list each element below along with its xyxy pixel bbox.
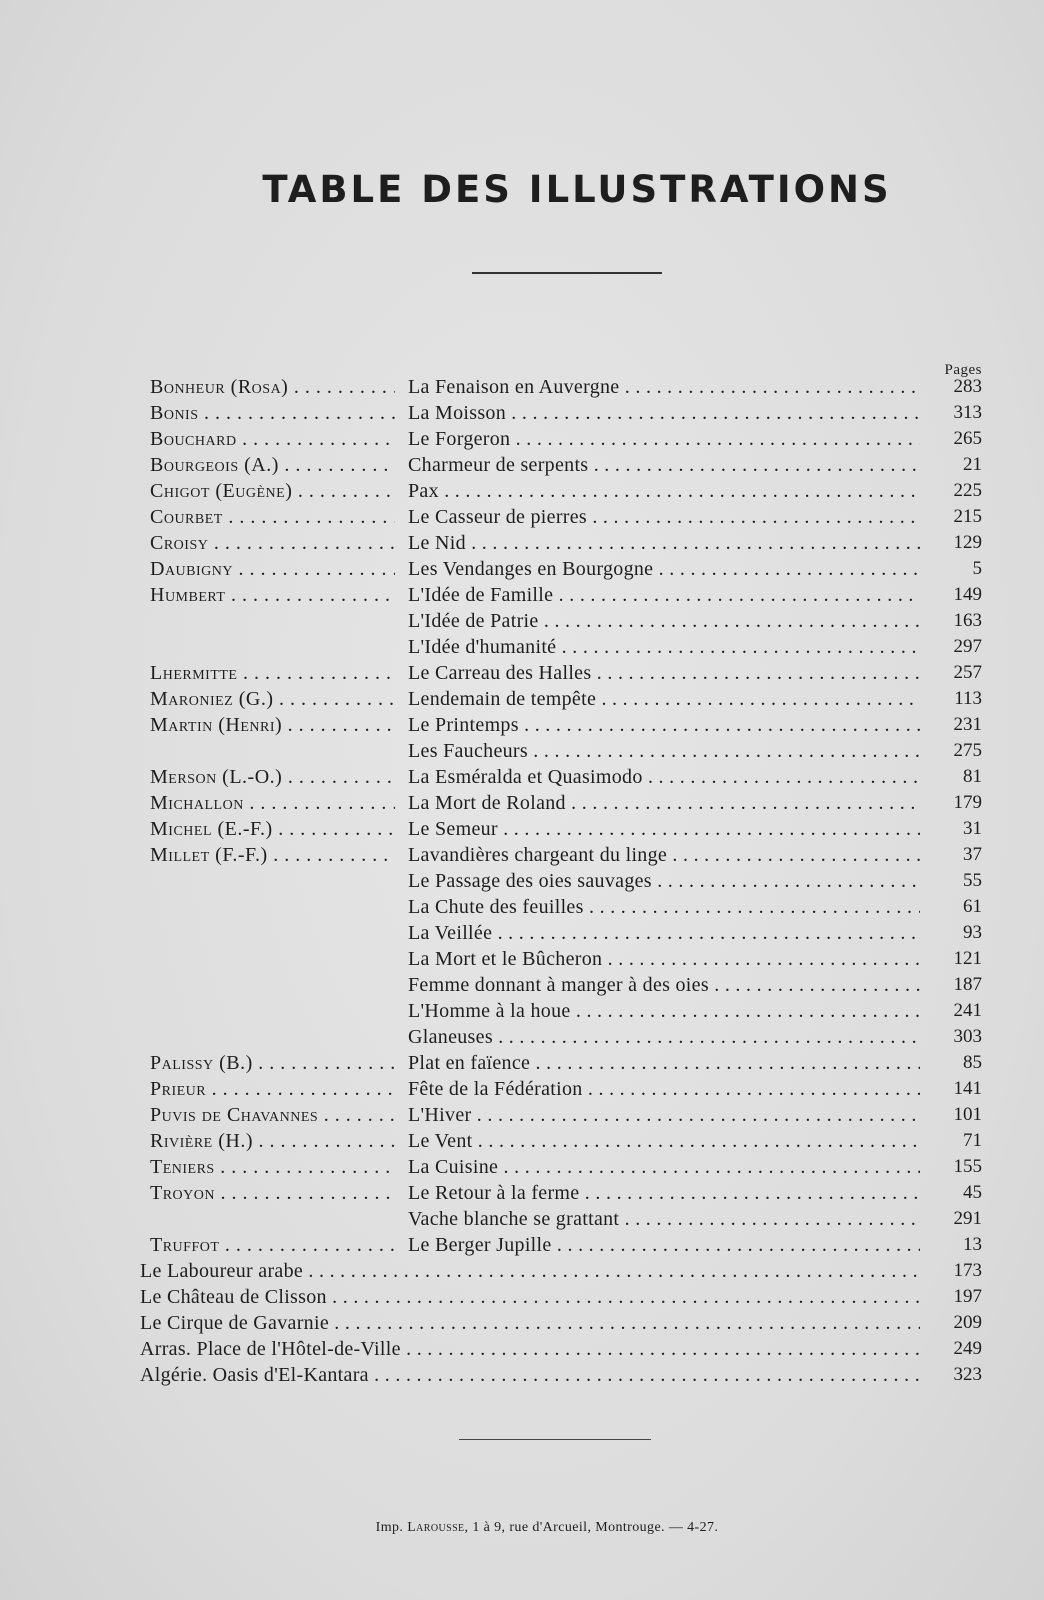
page-number: 313: [953, 402, 982, 423]
table-row: [140, 920, 982, 946]
table-row: [140, 400, 982, 426]
illustration-title: Glaneuses . . .: [408, 1024, 920, 1050]
illustration-title: Le Casseur de pierres . . .: [408, 504, 920, 530]
page-number: 37: [963, 844, 982, 865]
illustration-title: L'Idée de Famille . . .: [408, 582, 920, 608]
page-number: 129: [953, 532, 982, 553]
title-rule: [472, 272, 662, 274]
table-row: [140, 842, 982, 868]
artist-name: Millet (F.-F.) . . .: [150, 842, 395, 868]
table-row: [140, 1154, 982, 1180]
artist-name: Croisy . . .: [150, 530, 395, 556]
page-number: 31: [963, 818, 982, 839]
illustration-title: La Mort de Roland . . .: [408, 790, 920, 816]
illustration-title: Le Printemps . . .: [408, 712, 920, 738]
illustration-title: La Veillée . . .: [408, 920, 920, 946]
illustration-title: L'Hiver . . .: [408, 1102, 920, 1128]
imprint-printer: Larousse: [407, 1520, 465, 1535]
page-number: 101: [953, 1104, 982, 1125]
illustration-title: Le Carreau des Halles . . .: [408, 660, 920, 686]
page-number: 187: [953, 974, 982, 995]
page-number: 291: [953, 1208, 982, 1229]
table-row: [140, 1102, 982, 1128]
page-number: 231: [953, 714, 982, 735]
page-number: 93: [963, 922, 982, 943]
illustration-title: Le Semeur . . .: [408, 816, 920, 842]
illustration-title: Le Cirque de Gavarnie . . .: [140, 1310, 920, 1336]
page-number: 283: [953, 376, 982, 397]
table-row: [140, 1076, 982, 1102]
table-row: [140, 1024, 982, 1050]
illustration-title: La Chute des feuilles . . .: [408, 894, 920, 920]
table-row: [140, 816, 982, 842]
illustrations-table: [140, 374, 982, 1388]
artist-name: Teniers . . .: [150, 1154, 395, 1180]
illustration-title: L'Homme à la houe . . .: [408, 998, 920, 1024]
table-row: [140, 478, 982, 504]
page-number: 257: [953, 662, 982, 683]
page-number: 141: [953, 1078, 982, 1099]
illustration-title: Vache blanche se grattant . . .: [408, 1206, 920, 1232]
illustration-title: La Moisson . . .: [408, 400, 920, 426]
page-number: 71: [963, 1130, 982, 1151]
artist-name: Prieur . . .: [150, 1076, 395, 1102]
table-row: [140, 1362, 982, 1388]
illustration-title: Pax . . .: [408, 478, 920, 504]
illustration-title: Le Château de Clisson . . .: [140, 1284, 920, 1310]
page-number: 85: [963, 1052, 982, 1073]
illustration-title: Le Nid . . .: [408, 530, 920, 556]
page-number: 45: [963, 1182, 982, 1203]
table-row: [140, 894, 982, 920]
page-number: 121: [953, 948, 982, 969]
table-row: [140, 530, 982, 556]
bottom-rule: [459, 1439, 651, 1440]
table-row: [140, 1284, 982, 1310]
page-number: 61: [963, 896, 982, 917]
table-row: [140, 764, 982, 790]
table-row: [140, 426, 982, 452]
table-row: [140, 972, 982, 998]
illustration-title: Plat en faïence . . .: [408, 1050, 920, 1076]
table-row: [140, 1180, 982, 1206]
page-number: 149: [953, 584, 982, 605]
illustration-title: Lavandières chargeant du linge . . .: [408, 842, 920, 868]
artist-name: Bonis . . .: [150, 400, 395, 426]
table-row: [140, 1336, 982, 1362]
illustration-title: Le Laboureur arabe . . .: [140, 1258, 920, 1284]
table-row: [140, 686, 982, 712]
artist-name: Martin (Henri) . . .: [150, 712, 395, 738]
page-number: 179: [953, 792, 982, 813]
illustration-title: La Cuisine . . .: [408, 1154, 920, 1180]
artist-name: Palissy (B.) . . .: [150, 1050, 395, 1076]
page-number: 265: [953, 428, 982, 449]
page-number: 197: [953, 1286, 982, 1307]
page-number: 297: [953, 636, 982, 657]
illustration-title: Fête de la Fédération . . .: [408, 1076, 920, 1102]
artist-name: Bourgeois (A.) . . .: [150, 452, 395, 478]
table-row: [140, 1050, 982, 1076]
artist-name: Puvis de Chavannes . . .: [150, 1102, 395, 1128]
page-number: 215: [953, 506, 982, 527]
table-row: [140, 1310, 982, 1336]
illustration-title: Les Vendanges en Bourgogne . . .: [408, 556, 920, 582]
table-row: [140, 868, 982, 894]
illustration-title: Le Retour à la ferme . . .: [408, 1180, 920, 1206]
table-row: [140, 998, 982, 1024]
illustration-title: Arras. Place de l'Hôtel-de-Ville . . .: [140, 1336, 920, 1362]
artist-name: Daubigny . . .: [150, 556, 395, 582]
illustration-title: Algérie. Oasis d'El-Kantara . . .: [140, 1362, 920, 1388]
artist-name: Bonheur (Rosa) . . .: [150, 374, 395, 400]
illustration-title: L'Idée de Patrie . . .: [408, 608, 920, 634]
page-title: TABLE DES ILLUSTRATIONS: [262, 168, 892, 211]
imprint-address: , 1 à 9, rue d'Arcueil, Montrouge. — 4-27.: [464, 1520, 719, 1535]
illustration-title: Charmeur de serpents . . .: [408, 452, 920, 478]
page-number: 249: [953, 1338, 982, 1359]
table-row: [140, 556, 982, 582]
artist-name: Troyon . . .: [150, 1180, 395, 1206]
page-number: 21: [963, 454, 982, 475]
artist-name: Humbert . . .: [150, 582, 395, 608]
illustration-title: La Esméralda et Quasimodo . . .: [408, 764, 920, 790]
table-row: [140, 504, 982, 530]
imprint-prefix: Imp.: [375, 1520, 404, 1535]
page-number: 303: [953, 1026, 982, 1047]
page-number: 163: [953, 610, 982, 631]
table-row: [140, 1206, 982, 1232]
table-row: [140, 608, 982, 634]
artist-name: Bouchard . . .: [150, 426, 395, 452]
table-row: [140, 712, 982, 738]
illustration-title: Le Berger Jupille . . .: [408, 1232, 920, 1258]
page-number: 13: [963, 1234, 982, 1255]
illustration-title: Lendemain de tempête . . .: [408, 686, 920, 712]
page-number: 55: [963, 870, 982, 891]
page-number: 155: [953, 1156, 982, 1177]
table-row: [140, 582, 982, 608]
illustration-title: Les Faucheurs . . .: [408, 738, 920, 764]
page-number: 323: [953, 1364, 982, 1385]
table-row: [140, 374, 982, 400]
table-row: [140, 1232, 982, 1258]
page-number: 275: [953, 740, 982, 761]
table-row: [140, 1258, 982, 1284]
table-row: [140, 738, 982, 764]
printer-imprint: [0, 1520, 1044, 1536]
artist-name: Maroniez (G.) . . .: [150, 686, 395, 712]
table-row: [140, 946, 982, 972]
artist-name: Rivière (H.) . . .: [150, 1128, 395, 1154]
page-number: 225: [953, 480, 982, 501]
page-number: 5: [972, 558, 982, 579]
illustration-title: L'Idée d'humanité . . .: [408, 634, 920, 660]
illustration-title: La Mort et le Bûcheron . . .: [408, 946, 920, 972]
table-row: [140, 1128, 982, 1154]
artist-name: Courbet . . .: [150, 504, 395, 530]
page-number: 209: [953, 1312, 982, 1333]
illustration-title: Femme donnant à manger à des oies . . .: [408, 972, 920, 998]
pages-column-header: Pages: [944, 362, 982, 378]
table-row: [140, 634, 982, 660]
artist-name: Truffot . . .: [150, 1232, 395, 1258]
illustration-title: Le Forgeron . . .: [408, 426, 920, 452]
table-row: [140, 790, 982, 816]
artist-name: Merson (L.-O.) . . .: [150, 764, 395, 790]
illustration-title: Le Passage des oies sauvages . . .: [408, 868, 920, 894]
page-number: 113: [954, 688, 982, 709]
illustration-title: Le Vent . . .: [408, 1128, 920, 1154]
page-number: 173: [953, 1260, 982, 1281]
artist-name: Chigot (Eugène) . . .: [150, 478, 395, 504]
artist-name: Michallon . . .: [150, 790, 395, 816]
table-row: [140, 452, 982, 478]
table-row: [140, 660, 982, 686]
artist-name: Michel (E.-F.) . . .: [150, 816, 395, 842]
illustration-title: La Fenaison en Auvergne . . .: [408, 374, 920, 400]
artist-name: Lhermitte . . .: [150, 660, 395, 686]
page-number: 241: [953, 1000, 982, 1021]
page-number: 81: [963, 766, 982, 787]
